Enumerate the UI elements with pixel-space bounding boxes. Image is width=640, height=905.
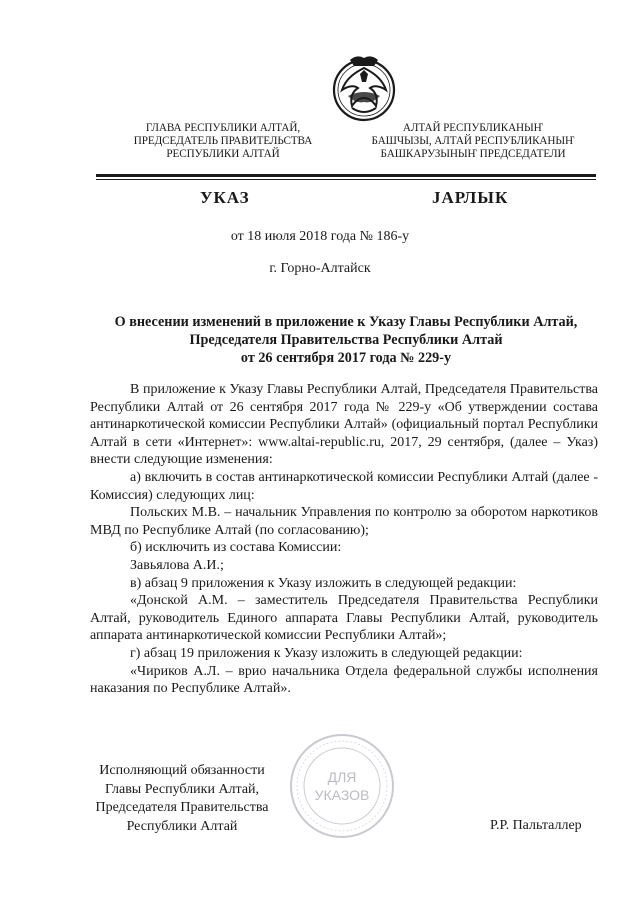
body-intro: В приложение к Указу Главы Республики Алтай, Председателя Правительства Республики Алтай от 26 сентября 2017 года № 229-у «Об утверждении состава антинаркотической комиссии Республики Алтай» (официальный портал Республики Алтай в сети «Интернет»: www.altai-republic.ru, 2017, 29 сентября, (далее – Указ) внести следующие изменения: [90,382,598,468]
document-city: г. Горно-Алтайск [269,261,371,276]
header-right-line: БАШКАРУЗЫНЫҤ ПРЕДСЕДАТЕЛИ [380,148,566,160]
body-item-b: б) исключить из состава Комиссии: [130,540,342,556]
header-right-block [368,122,578,161]
header-left-line: ГЛАВА РЕСПУБЛИКИ АЛТАЙ, [145,122,301,134]
header-right-line: АЛТАЙ РЕСПУБЛИКАНЫҤ [402,122,544,134]
body-item-g: г) абзац 19 приложения к Указу изложить в следующей редакции: [130,645,523,661]
body-item-a: а) включить в состав антинаркотической комиссии Республики Алтай (далее - Комиссия) следующих лиц: [90,469,598,503]
body-item-b-person: Завьялова А.И.; [130,557,224,573]
document-body [90,381,598,698]
doc-type-altai: JАРЛЫК [432,188,509,207]
stamp-text-line1: ДЛЯ [327,769,357,785]
body-item-v: в) абзац 9 приложения к Указу изложить в следующей редакции: [130,575,517,591]
signer-position [82,762,282,836]
body-item-v-text: «Донской А.М. – заместитель Председателя Правительства Республики Алтай, руководитель Единого аппарата Главы Республики Алтай, руководитель аппарата антинаркотической комиссии Республики Алтай»; [90,593,598,644]
header-divider-thin [96,179,596,180]
body-item-g-text: «Чириков А.Л. – врио начальника Отдела федеральной службы исполнения наказания по Республике Алтай». [90,663,598,697]
header-right-line: БАШЧЫЗЫ, АЛТАЙ РЕСПУБЛИКАНЫҤ [371,135,575,147]
signer-name: Р.Р. Пальталлер [490,818,582,833]
header-divider-thick [96,174,596,177]
document-date: от 18 июля 2018 года № 186-у [230,229,410,244]
doc-type-russian: УКАЗ [200,188,250,207]
signer-position-line: Главы Республики Алтай, [104,781,260,797]
document-title [96,313,596,367]
header-left-line: РЕСПУБЛИКИ АЛТАЙ [166,148,280,160]
body-item-a-person: Польских М.В. – начальник Управления по контролю за оборотом наркотиков МВД по Республике Алтай (по согласованию); [90,505,598,538]
title-line: О внесении изменений в приложение к Указу Главы Республики Алтай, [114,314,578,330]
stamp-text-line2: УКАЗОВ [314,787,370,803]
signer-position-line: Председателя Правительства [95,800,269,815]
header-left-block [118,122,328,161]
title-line: Председателя Правительства Республики Алтай [189,332,503,348]
signer-position-line: Исполняющий обязанности [99,763,265,778]
coat-of-arms-emblem [330,52,398,126]
title-line: от 26 сентября 2017 года № 229-у [240,350,452,366]
header-left-line: ПРЕДСЕДАТЕЛЬ ПРАВИТЕЛЬСТВА [133,135,313,147]
signer-position-line: Республики Алтай [126,818,238,834]
official-stamp [288,732,396,840]
